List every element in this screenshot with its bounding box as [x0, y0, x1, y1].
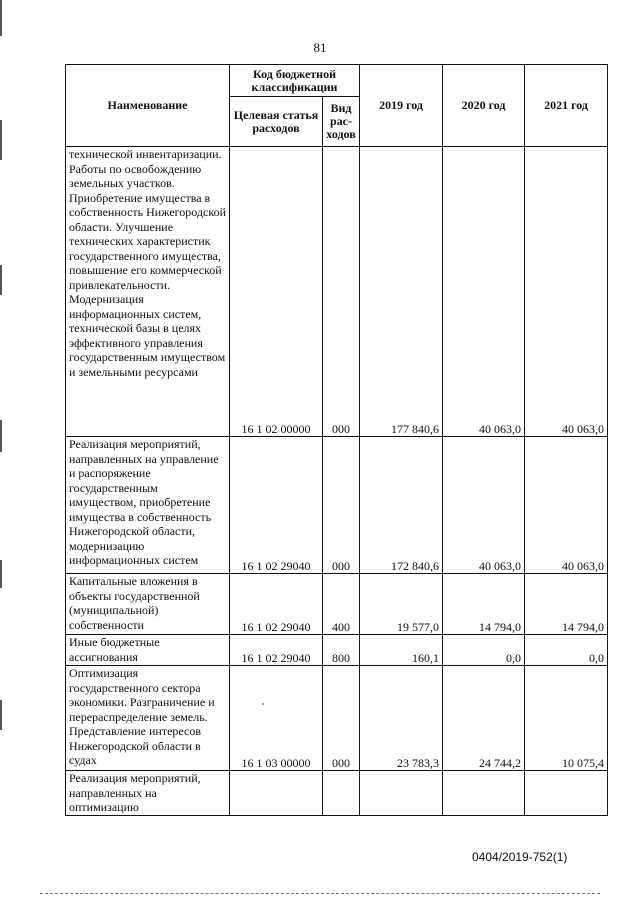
row-name: технической инвентаризации. Работы по освобождению земельных участков. Приобретение имущества в собственность Нижегородской области. Улучшение технических характеристик государственного имущества, повышение его коммерческой привлекательности. Модернизация информационных систем, технической базы в целях эффективного управления государственным имуществом и земельными ресурсами: [66, 147, 230, 437]
table-row: [66, 147, 608, 437]
table-row: [66, 666, 608, 771]
binding-mark: [0, 420, 2, 452]
row-expense-type: [323, 771, 360, 816]
row-value-2021: 10 075,4: [525, 666, 608, 771]
row-value-2019: 160,1: [360, 635, 443, 666]
row-value-2020: 0,0: [443, 635, 525, 666]
binding-mark: [0, 560, 2, 588]
header-budget-code: Код бюджетной классификации: [230, 65, 360, 97]
document-code: 0404/2019-752(1): [472, 850, 568, 864]
row-name: Реализация мероприятий, направленных на оптимизацию: [66, 771, 230, 816]
row-value-2019: 23 783,3: [360, 666, 443, 771]
row-value-2021: [525, 771, 608, 816]
row-value-2021: 40 063,0: [525, 147, 608, 437]
table-row: [66, 437, 608, 574]
header-name: Наименование: [66, 65, 230, 147]
row-value-2021: 14 794,0: [525, 574, 608, 635]
row-name: Иные бюджетные ассигнования: [66, 635, 230, 666]
header-2020: 2020 год: [443, 65, 525, 147]
row-value-2019: 177 840,6: [360, 147, 443, 437]
row-value-2020: 14 794,0: [443, 574, 525, 635]
row-value-2020: [443, 771, 525, 816]
table-row: [66, 635, 608, 666]
row-name: Оптимизация государственного сектора экономики. Разграничение и перераспределение земель. Представление интересов Нижегородской области в судах: [66, 666, 230, 771]
binding-mark: [0, 120, 2, 160]
table-row: [66, 771, 608, 816]
row-name: Реализация мероприятий, направленных на управление и распоряжение государственным имуществом, приобретение имущества в собственность Нижегородской области, модернизацию информационных систем: [66, 437, 230, 574]
row-value-2019: [360, 771, 443, 816]
row-code: 16 1 03 00000: [230, 666, 323, 771]
row-expense-type: 000: [323, 147, 360, 437]
row-value-2019: 19 577,0: [360, 574, 443, 635]
table-row: [66, 574, 608, 635]
row-value-2020: 24 744,2: [443, 666, 525, 771]
row-value-2020: 40 063,0: [443, 147, 525, 437]
row-value-2021: 40 063,0: [525, 437, 608, 574]
binding-mark: [0, 0, 2, 36]
row-expense-type: 800: [323, 635, 360, 666]
header-2019: 2019 год: [360, 65, 443, 147]
row-code: 16 1 02 29040: [230, 635, 323, 666]
row-value-2020: 40 063,0: [443, 437, 525, 574]
row-value-2019: 172 840,6: [360, 437, 443, 574]
row-expense-type: 000: [323, 437, 360, 574]
row-code: 16 1 02 00000: [230, 147, 323, 437]
row-name: Капитальные вложения в объекты государственной (муниципальной) собственности: [66, 574, 230, 635]
binding-mark: [0, 700, 2, 730]
scan-speck: [262, 703, 264, 705]
scan-bottom-line: [40, 893, 600, 895]
row-expense-type: 000: [323, 666, 360, 771]
binding-mark: [0, 265, 2, 295]
row-expense-type: 400: [323, 574, 360, 635]
header-expense-type: Вид рас-ходов: [323, 97, 360, 147]
header-target-article: Целевая статья расходов: [230, 97, 323, 147]
row-code: 16 1 02 29040: [230, 437, 323, 574]
row-code: [230, 771, 323, 816]
row-value-2021: 0,0: [525, 635, 608, 666]
header-2021: 2021 год: [525, 65, 608, 147]
budget-table: [65, 64, 608, 816]
row-code: 16 1 02 29040: [230, 574, 323, 635]
page-number: 81: [313, 40, 327, 55]
